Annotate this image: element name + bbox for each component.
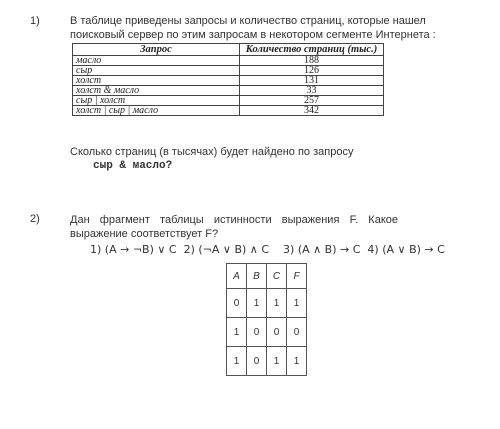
option-3: 3) (A ∧ B) → C bbox=[283, 243, 361, 256]
count-cell: 188 bbox=[240, 56, 384, 66]
option-1: 1) (A → ¬B) ∨ C bbox=[90, 243, 177, 256]
query-table-header bbox=[73, 44, 384, 56]
header-query: Запрос bbox=[73, 44, 240, 56]
answer-options bbox=[90, 243, 445, 256]
header-a: A bbox=[227, 264, 247, 289]
count-cell: 126 bbox=[240, 66, 384, 76]
cell: 0 bbox=[287, 318, 307, 347]
query-cell: сыр | холст bbox=[73, 96, 240, 106]
cell: 1 bbox=[227, 318, 247, 347]
question-1-text: В таблице приведены запросы и количество страниц, которые нашел поисковый сервер по этим запросам в некотором сегменте Интернета : bbox=[70, 15, 436, 41]
query-cell: холст bbox=[73, 76, 240, 86]
table-row bbox=[73, 96, 384, 106]
header-f: F bbox=[287, 264, 307, 289]
question-1-query: сыр & масло? bbox=[93, 160, 173, 172]
option-2: 2) (¬A ∨ B) ∧ C bbox=[183, 243, 270, 256]
query-cell: сыр bbox=[73, 66, 240, 76]
cell: 1 bbox=[287, 347, 307, 376]
query-cell: холст | сыр | масло bbox=[73, 106, 240, 116]
truth-table bbox=[226, 263, 307, 376]
cell: 1 bbox=[267, 347, 287, 376]
header-c: C bbox=[267, 264, 287, 289]
table-row bbox=[73, 56, 384, 66]
count-cell: 257 bbox=[240, 96, 384, 106]
cell: 0 bbox=[247, 347, 267, 376]
cell: 1 bbox=[267, 289, 287, 318]
table-row bbox=[73, 86, 384, 96]
table-row bbox=[73, 66, 384, 76]
table-row bbox=[73, 76, 384, 86]
count-cell: 33 bbox=[240, 86, 384, 96]
cell: 0 bbox=[267, 318, 287, 347]
table-row bbox=[227, 289, 307, 318]
query-cell: масло bbox=[73, 56, 240, 66]
cell: 1 bbox=[227, 347, 247, 376]
option-4: 4) (A ∨ B) → C bbox=[367, 243, 445, 256]
table-row bbox=[227, 318, 307, 347]
table-row bbox=[73, 106, 384, 116]
query-table bbox=[72, 43, 384, 116]
query-cell: холст & масло bbox=[73, 86, 240, 96]
table-row bbox=[227, 347, 307, 376]
question-1-ask: Сколько страниц (в тысячах) будет найдено по запросу bbox=[70, 146, 354, 158]
header-count: Количество страниц (тыс.) bbox=[240, 44, 384, 56]
count-cell: 131 bbox=[240, 76, 384, 86]
cell: 0 bbox=[227, 289, 247, 318]
cell: 0 bbox=[247, 318, 267, 347]
count-cell: 342 bbox=[240, 106, 384, 116]
truth-table-header bbox=[227, 264, 307, 289]
cell: 1 bbox=[287, 289, 307, 318]
question-2-text: Дан фрагмент таблицы истинности выражения F. Какое выражение соответствует F? bbox=[70, 214, 398, 240]
header-b: B bbox=[247, 264, 267, 289]
cell: 1 bbox=[247, 289, 267, 318]
question-2-number: 2) bbox=[30, 213, 40, 225]
question-1-number: 1) bbox=[30, 15, 40, 27]
